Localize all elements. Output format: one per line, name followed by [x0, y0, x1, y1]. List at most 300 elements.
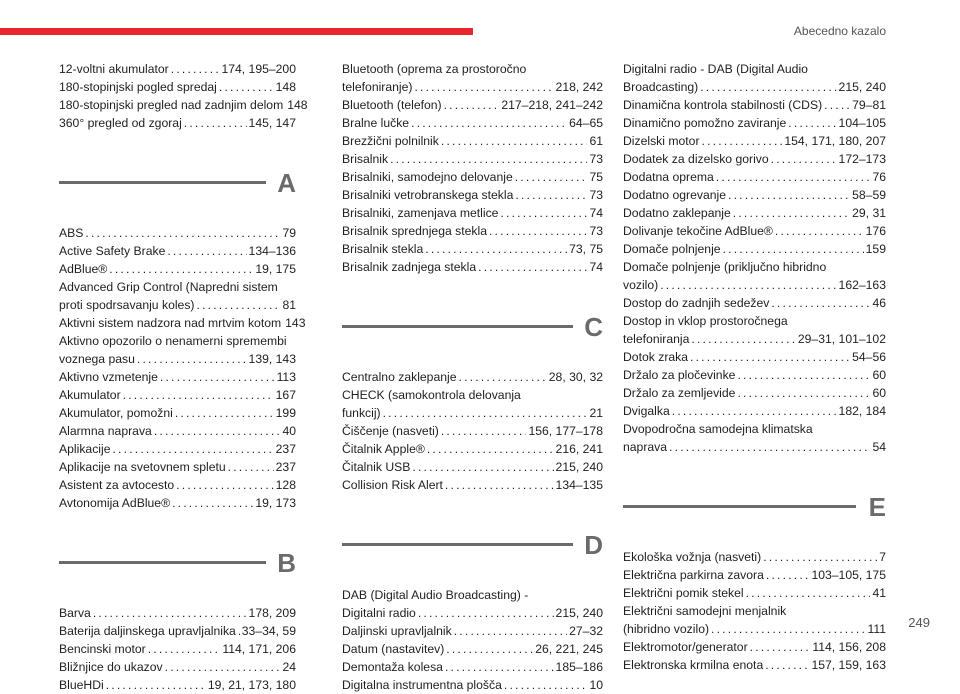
index-entry-row — [59, 78, 296, 96]
index-entry-text: Brisalnik — [342, 152, 389, 166]
index-entry-pages: 167 — [275, 388, 296, 402]
index-entry-pages: 54–56 — [852, 350, 886, 364]
index-entry[interactable] — [623, 240, 886, 258]
index-entry-pages: 60 — [872, 386, 886, 400]
dot-leader — [445, 658, 554, 676]
index-entry-pages: 73, 75 — [569, 242, 603, 256]
dot-leader — [172, 494, 253, 512]
index-entry-text: voznega pasu — [59, 352, 135, 366]
index-entry-pages: 79 — [282, 226, 296, 240]
index-entry-pages: 162–163 — [838, 278, 886, 292]
dot-leader — [824, 96, 850, 114]
index-entry-pages: 199 — [275, 406, 296, 420]
index-entry[interactable] — [59, 604, 296, 622]
index-entry-pages: 73 — [589, 188, 603, 202]
index-entry-text: Aplikacije na svetovnem spletu — [59, 460, 226, 474]
index-entry-pages: 217–218, 241–242 — [501, 98, 603, 112]
index-entry-pages: 40 — [282, 424, 296, 438]
index-entry-row — [59, 476, 296, 494]
dot-leader — [733, 204, 850, 222]
dot-leader — [766, 566, 810, 584]
index-entry-row — [342, 440, 603, 458]
index-entry[interactable] — [342, 422, 603, 440]
dot-leader — [175, 404, 274, 422]
index-entry[interactable] — [342, 150, 603, 168]
index-entry-pages: 19, 173 — [255, 496, 296, 510]
dot-leader — [427, 440, 554, 458]
index-entry-text: Akumulator, pomožni — [59, 406, 173, 420]
index-entry-pages: 75 — [589, 170, 603, 184]
index-entry-text-line1: Bluetooth (oprema za prostoročno — [342, 62, 527, 76]
dot-leader — [184, 114, 247, 132]
dot-leader — [515, 186, 587, 204]
index-entry-text: 360° pregled od zgoraj — [59, 116, 182, 130]
index-entry[interactable] — [342, 676, 603, 694]
index-entry-pages: 81 — [282, 298, 296, 312]
index-entry-text: Brezžični polnilnik — [342, 134, 439, 148]
index-entry-pages: 7 — [879, 550, 886, 564]
index-entry[interactable] — [623, 584, 886, 602]
index-entry-text-line1: CHECK (samokontrola delovanja — [342, 388, 521, 402]
index-entry[interactable] — [342, 440, 603, 458]
index-entry-pages: 29, 31 — [852, 206, 886, 220]
index-entry[interactable] — [623, 548, 886, 566]
section-header-b — [59, 546, 296, 594]
index-entry-row — [342, 78, 603, 96]
dot-leader — [454, 622, 567, 640]
dot-leader — [441, 132, 588, 150]
index-entry-pages: 58–59 — [852, 188, 886, 202]
dot-leader — [702, 132, 783, 150]
index-entry-row — [623, 150, 886, 168]
index-entry-text: Centralno zaklepanje — [342, 370, 457, 384]
index-entry-text: 180-stopinjski pogled spredaj — [59, 80, 217, 94]
section-letter: E — [868, 492, 886, 522]
index-entry[interactable] — [623, 366, 886, 384]
dot-leader — [691, 330, 795, 348]
index-entry-text-line1: Električni samodejni menjalnik — [623, 604, 787, 618]
index-entry[interactable] — [342, 386, 603, 422]
index-entry-row — [623, 548, 886, 566]
index-entry-pages: 154, 171, 180, 207 — [784, 134, 886, 148]
index-entry-row — [623, 78, 886, 96]
index-entry-text: Dizelski motor — [623, 134, 700, 148]
index-entry[interactable] — [342, 258, 603, 276]
dot-leader — [489, 222, 587, 240]
index-entry[interactable] — [342, 240, 603, 258]
index-entry-row — [623, 132, 886, 150]
index-entry-text: Digitalna instrumentna plošča — [342, 678, 502, 692]
index-entry[interactable] — [59, 658, 296, 676]
index-entry-text: Aktivni sistem nadzora nad mrtvim kotom — [59, 316, 282, 330]
index-entry-row — [59, 260, 296, 278]
index-entry-row — [59, 314, 306, 332]
section-rule — [342, 325, 573, 328]
dot-leader — [446, 640, 533, 658]
index-column-2 — [342, 60, 603, 694]
index-entry-text: 12-voltni akumulator — [59, 62, 169, 76]
index-entry[interactable] — [623, 168, 886, 186]
index-entry[interactable] — [59, 458, 296, 476]
index-entry-pages: 74 — [589, 260, 603, 274]
index-entry-row — [59, 404, 296, 422]
section-letter: B — [277, 548, 296, 578]
index-entry-text: Akumulator — [59, 388, 121, 402]
index-entry-pages: 54 — [872, 440, 886, 454]
index-entry[interactable] — [342, 168, 603, 186]
index-entry[interactable] — [59, 622, 296, 640]
index-entry-row — [342, 604, 603, 622]
index-entry-row — [59, 350, 296, 368]
index-entry-pages: 172–173 — [838, 152, 886, 166]
index-entry-pages: 143 — [285, 316, 306, 330]
index-entry-pages: 113 — [276, 370, 296, 384]
index-entry[interactable] — [59, 260, 296, 278]
index-entry-row — [623, 366, 886, 384]
dot-leader — [109, 260, 253, 278]
index-entry[interactable] — [342, 186, 603, 204]
dot-leader — [750, 638, 811, 656]
dot-leader — [771, 150, 837, 168]
index-entry-text: proti spodrsavanju koles) — [59, 298, 195, 312]
index-entry-pages: 174, 195–200 — [221, 62, 296, 76]
index-entry-text: Active Safety Brake — [59, 244, 166, 258]
index-entry-row — [623, 240, 886, 258]
index-entry-text: Brisalnik zadnjega stekla — [342, 260, 477, 274]
index-entry-row — [59, 368, 296, 386]
index-entry-row — [342, 240, 603, 258]
index-entry-pages: 148 — [275, 80, 296, 94]
index-entry-row — [623, 96, 886, 114]
index-entry-text: Elektronska krmilna enota — [623, 658, 764, 672]
index-entry-pages: 64–65 — [569, 116, 603, 130]
dot-leader — [763, 548, 877, 566]
index-entry-row — [623, 168, 886, 186]
dot-leader — [746, 584, 871, 602]
index-entry[interactable] — [59, 422, 296, 440]
index-entry[interactable] — [623, 402, 886, 420]
index-entry-row — [623, 402, 886, 420]
index-entry[interactable] — [59, 60, 296, 78]
dot-leader — [165, 658, 281, 676]
index-entry-text: Dvigalka — [623, 404, 670, 418]
dot-leader — [660, 276, 836, 294]
index-entry-pages: 159 — [865, 242, 886, 256]
index-entry-text: Daljinski upravljalnik — [342, 624, 452, 638]
index-entry-pages: 145, 147 — [248, 116, 296, 130]
index-entry[interactable] — [623, 602, 886, 638]
index-entry-row — [59, 60, 296, 78]
index-entry-text-line1: Dvopodročna samodejna klimatska — [623, 422, 813, 436]
index-entry-row — [59, 604, 296, 622]
index-entry[interactable] — [342, 658, 603, 676]
index-entry-row — [623, 114, 886, 132]
index-entry-pages: 24 — [282, 660, 296, 674]
dot-leader — [228, 458, 274, 476]
index-entry-pages: 27–32 — [569, 624, 603, 638]
index-entry[interactable] — [623, 114, 886, 132]
dot-leader — [765, 656, 809, 674]
index-entry-pages: 111 — [867, 622, 886, 636]
index-entry-row — [623, 330, 886, 348]
index-entry-row — [623, 294, 886, 312]
index-entry[interactable] — [623, 656, 886, 674]
index-entry-row — [59, 640, 296, 658]
index-entry-pages: 73 — [589, 224, 603, 238]
index-entry[interactable] — [59, 640, 296, 658]
index-entry-row — [342, 204, 603, 222]
index-entry-text: telefoniranje) — [342, 80, 413, 94]
index-entry-text-line1: Aktivno opozorilo o nenamerni spremembi — [59, 334, 287, 348]
index-column-1 — [59, 60, 308, 694]
index-entry[interactable] — [59, 440, 296, 458]
index-entry-pages: 114, 171, 206 — [222, 642, 296, 656]
section-header-a — [59, 166, 296, 214]
index-entry[interactable] — [623, 566, 886, 584]
dot-leader — [112, 440, 273, 458]
index-entry-row — [342, 132, 603, 150]
index-entry-text: Domače polnjenje — [623, 242, 721, 256]
dot-leader — [418, 604, 554, 622]
index-entry-text: Brisalnik sprednjega stekla — [342, 224, 487, 238]
index-entry-pages: 79–81 — [852, 98, 886, 112]
index-entry-row — [342, 640, 603, 658]
index-entry-pages: 216, 241 — [555, 442, 603, 456]
index-entry-text: Brisalniki, samodejno delovanje — [342, 170, 513, 184]
dot-leader — [775, 222, 864, 240]
index-entry-text: Brisalniki, zamenjava metlice — [342, 206, 499, 220]
section-rule — [623, 505, 856, 508]
index-entry-row — [623, 186, 886, 204]
dot-leader — [171, 60, 220, 78]
index-entry-text: telefoniranja — [623, 332, 690, 346]
index-entry-text: Barva — [59, 606, 91, 620]
index-entry[interactable] — [342, 114, 603, 132]
index-entry-text: 180-stopinjski pregled nad zadnjim delom — [59, 98, 284, 112]
index-entry-pages: 215, 240 — [838, 80, 886, 94]
index-entry-row — [59, 386, 296, 404]
index-entry-row — [59, 114, 296, 132]
dot-leader — [154, 422, 281, 440]
index-entry[interactable] — [342, 96, 603, 114]
dot-leader — [441, 422, 527, 440]
index-entry[interactable] — [59, 404, 296, 422]
index-entry[interactable] — [623, 312, 886, 348]
index-entry-row — [59, 494, 296, 512]
index-entry-text: Alarmna naprava — [59, 424, 152, 438]
index-entry[interactable] — [342, 132, 603, 150]
index-entry[interactable] — [59, 78, 296, 96]
dot-leader — [390, 150, 587, 168]
index-entry-pages: 134–136 — [248, 244, 296, 258]
index-entry-row — [342, 258, 603, 276]
dot-leader — [411, 114, 567, 132]
index-entry-pages: 215, 240 — [555, 460, 603, 474]
index-entry-row — [59, 440, 296, 458]
index-entry-pages: 10 — [589, 678, 603, 692]
index-entry[interactable] — [59, 676, 296, 694]
dot-leader — [500, 204, 587, 222]
index-entry[interactable] — [59, 476, 296, 494]
dot-leader — [123, 386, 274, 404]
index-entry-text: Dolivanje tekočine AdBlue® — [623, 224, 773, 238]
index-entry-row — [342, 658, 603, 676]
dot-leader — [737, 366, 870, 384]
index-entry-row — [342, 404, 603, 422]
index-entry[interactable] — [342, 586, 603, 622]
index-entry-row — [342, 186, 603, 204]
dot-leader — [478, 258, 587, 276]
index-entry[interactable] — [59, 96, 308, 114]
index-entry[interactable] — [342, 458, 603, 476]
dot-leader — [85, 224, 280, 242]
index-entry-text: Dodatno zaklepanje — [623, 206, 731, 220]
dot-leader — [504, 676, 588, 694]
index-entry-pages: 21 — [589, 406, 603, 420]
dot-leader — [771, 294, 870, 312]
index-entry-row — [342, 676, 603, 694]
index-entry[interactable] — [59, 242, 296, 260]
index-entry-row — [623, 384, 886, 402]
index-entry[interactable] — [623, 186, 886, 204]
dot-leader — [167, 242, 246, 260]
index-entry-text: Dinamično pomožno zaviranje — [623, 116, 787, 130]
index-entry[interactable] — [623, 96, 886, 114]
index-entry-row — [342, 422, 603, 440]
index-entry[interactable] — [59, 494, 296, 512]
dot-leader — [148, 640, 221, 658]
index-entry[interactable] — [59, 368, 296, 386]
dot-leader — [711, 620, 865, 638]
index-entry-text: AdBlue® — [59, 262, 108, 276]
index-entry-pages: 185–186 — [555, 660, 603, 674]
index-entry-row — [59, 224, 296, 242]
index-entry-text: Brisalniki vetrobranskega stekla — [342, 188, 514, 202]
index-entry[interactable] — [342, 640, 603, 658]
index-entry-pages: 156, 177–178 — [528, 424, 603, 438]
index-entry[interactable] — [623, 132, 886, 150]
index-entry-row — [342, 622, 603, 640]
index-entry[interactable] — [623, 294, 886, 312]
dot-leader — [137, 350, 247, 368]
index-entry-text: Držalo za zemljevide — [623, 386, 736, 400]
index-entry-row — [623, 638, 886, 656]
index-entry-pages: 26, 221, 245 — [535, 642, 603, 656]
index-entry-text: Bluetooth (telefon) — [342, 98, 442, 112]
index-entry[interactable] — [623, 222, 886, 240]
index-entry-row — [59, 296, 296, 314]
index-entry-row — [342, 458, 603, 476]
index-entry-pages: 33–34, 59 — [241, 624, 296, 638]
index-entry-text: Asistent za avtocesto — [59, 478, 175, 492]
index-entry-text: Električni pomik stekel — [623, 586, 744, 600]
dot-leader — [700, 78, 836, 96]
index-entry-row — [59, 676, 296, 694]
index-entry-text: ABS — [59, 226, 84, 240]
index-entry[interactable] — [623, 420, 886, 456]
index-entry-text-line1: Advanced Grip Control (Napredni sistem — [59, 280, 278, 294]
index-entry[interactable] — [59, 114, 296, 132]
index-entry[interactable] — [342, 60, 603, 96]
index-entry[interactable] — [623, 348, 886, 366]
index-entry-pages: 218, 242 — [555, 80, 603, 94]
section-header-c — [342, 310, 603, 358]
index-entry-text: Čitalnik USB — [342, 460, 411, 474]
index-entry-row — [623, 566, 886, 584]
index-entry-pages: 176 — [865, 224, 886, 238]
index-entry[interactable] — [342, 222, 603, 240]
index-entry-row — [342, 96, 603, 114]
index-entry[interactable] — [342, 368, 603, 386]
index-entry-text: Digitalni radio — [342, 606, 416, 620]
index-entry[interactable] — [342, 476, 603, 494]
index-entry-text: Bližnjice do ukazov — [59, 660, 163, 674]
index-entry-text: Čitalnik Apple® — [342, 442, 425, 456]
index-entry-row — [342, 368, 603, 386]
dot-leader — [93, 604, 247, 622]
index-entry[interactable] — [59, 314, 306, 332]
index-entry-text: Bralne lučke — [342, 116, 410, 130]
index-entry-text: Datum (nastavitev) — [342, 642, 445, 656]
index-entry-row — [59, 242, 296, 260]
index-entry-text: vozilo) — [623, 278, 659, 292]
dot-leader — [723, 240, 864, 258]
index-entry-row — [342, 150, 603, 168]
index-entry-pages: 182, 184 — [838, 404, 886, 418]
index-entry-pages: 19, 21, 173, 180 — [207, 678, 296, 692]
dot-leader — [412, 458, 553, 476]
index-entry[interactable] — [342, 622, 603, 640]
index-entry-text: naprava — [623, 440, 668, 454]
index-entry[interactable] — [623, 204, 886, 222]
index-entry-pages: 46 — [872, 296, 886, 310]
index-entry-pages: 61 — [589, 134, 603, 148]
index-entry-pages: 237 — [275, 460, 296, 474]
index-entry[interactable] — [623, 258, 886, 294]
index-entry-pages: 76 — [872, 170, 886, 184]
index-entry-text: Električna parkirna zavora — [623, 568, 764, 582]
index-entry-text: Dinamična kontrola stabilnosti (CDS) — [623, 98, 823, 112]
dot-leader — [425, 240, 567, 258]
index-entry-pages: 19, 175 — [255, 262, 296, 276]
index-entry[interactable] — [59, 278, 296, 314]
section-header-d — [342, 528, 603, 576]
dot-leader — [197, 296, 281, 314]
index-entry[interactable] — [623, 60, 886, 96]
dot-leader — [669, 438, 870, 456]
index-entry[interactable] — [59, 224, 296, 242]
index-entry[interactable] — [623, 150, 886, 168]
section-rule — [59, 181, 266, 184]
index-entry[interactable] — [342, 204, 603, 222]
index-entry[interactable] — [59, 332, 296, 368]
index-entry-pages: 114, 156, 208 — [812, 640, 886, 654]
index-entry-pages: 74 — [589, 206, 603, 220]
index-entry-pages: 104–105 — [838, 116, 886, 130]
section-header-e — [623, 490, 886, 538]
index-entry-pages: 237 — [275, 442, 296, 456]
index-entry-text: Dotok zraka — [623, 350, 689, 364]
index-entry-pages: 29–31, 101–102 — [797, 332, 886, 346]
index-entry-text: Dostop do zadnjih sedežev — [623, 296, 770, 310]
index-entry-pages: 128 — [275, 478, 296, 492]
dot-leader — [219, 78, 274, 96]
index-entry[interactable] — [59, 386, 296, 404]
index-entry[interactable] — [623, 638, 886, 656]
dot-leader — [445, 476, 554, 494]
red-accent-bar — [0, 28, 473, 35]
index-entry[interactable] — [623, 384, 886, 402]
